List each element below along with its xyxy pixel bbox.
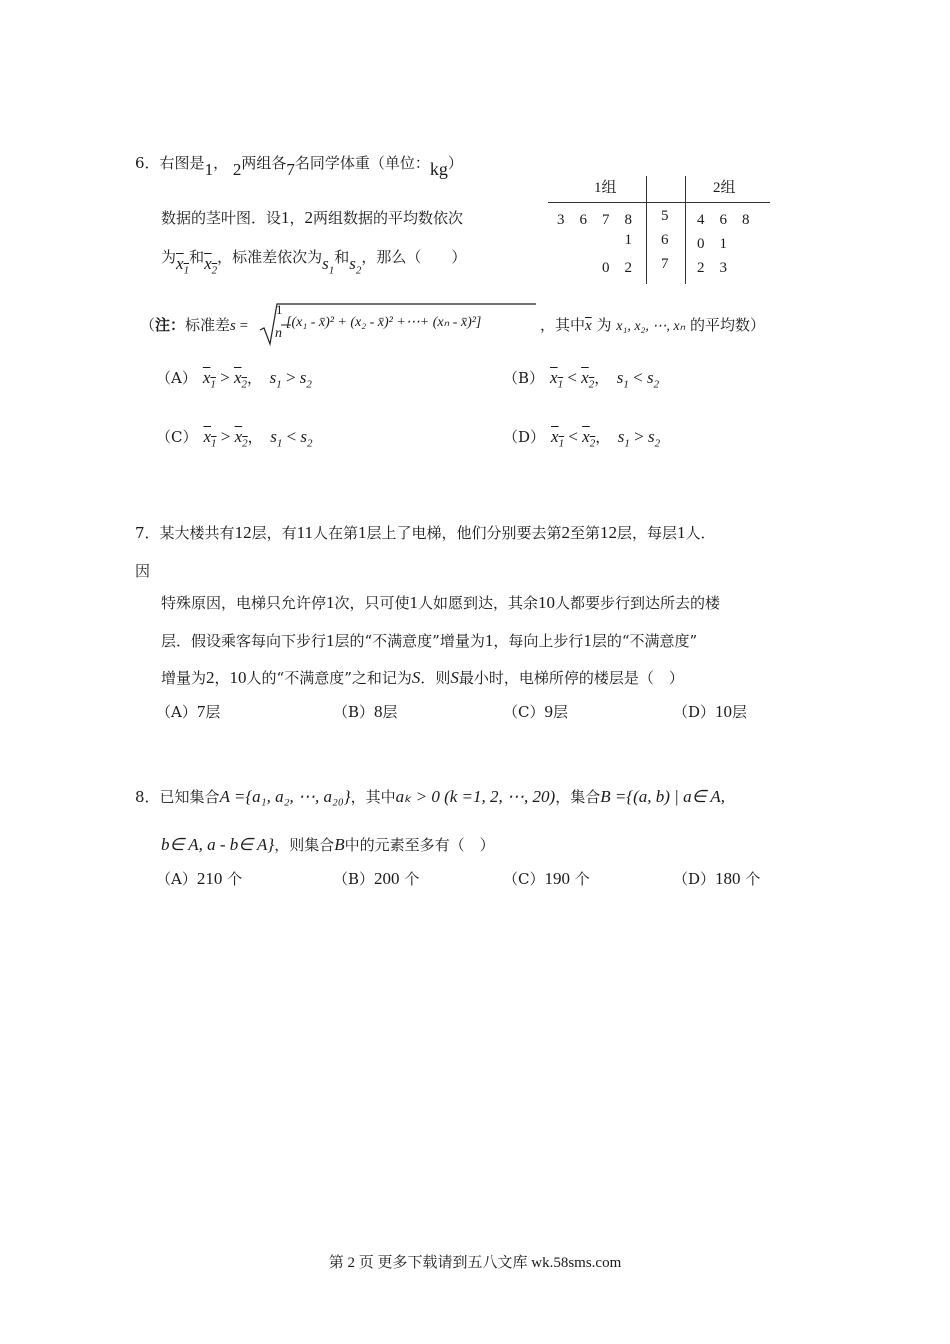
header-group1: 1组 — [594, 180, 617, 196]
q6-line1: 6．右图是1， 2两组各7名同学体重（单位：kg） — [135, 154, 463, 179]
q6-line3: 为$x_1$和$x_2$，标准差依次为$s_1$和$s_2$，那么（ ） — [161, 248, 467, 277]
fraction-numerator: 1 — [276, 302, 283, 317]
x1-bar: $x_1$ — [176, 254, 190, 277]
stem-row2: 6 — [661, 232, 669, 248]
stem-divider-left — [646, 176, 647, 284]
q7-line1: 7．某大楼共有12层，有11人在第1层上了电梯，他们分别要去第2至第12层，每层1人． — [135, 523, 716, 542]
q8-option-c[interactable]: （C）190 个 — [503, 869, 590, 888]
stem-divider-right — [685, 176, 686, 284]
q6-line2: 数据的茎叶图．设1，2两组数据的平均数依次 — [161, 208, 464, 227]
q8-option-a[interactable]: （A）210 个 — [156, 869, 243, 888]
leaf-left-row1: 3 6 7 8 — [556, 212, 632, 228]
leaf-left-row3: 0 2 — [601, 260, 632, 276]
q8-option-d[interactable]: （D）180 个 — [673, 869, 761, 888]
q7-line4: 增量为2，10人的“不满意度”之和记为S．则S最小时，电梯所停的楼层是（ ） — [161, 668, 684, 687]
q7-line1-wrap: 因 — [135, 562, 151, 580]
q7-option-b[interactable]: （B）8层 — [333, 702, 398, 721]
q6-note: （注：标准差s = — [140, 316, 249, 334]
leaf-right-row1: 4 6 8 — [697, 212, 750, 228]
leaf-left-row2: 1 — [624, 232, 632, 248]
q8-option-b[interactable]: （B）200 个 — [333, 869, 420, 888]
q6-note-tail: ，其中$\overline{x}$ 为 x₁, x₂, ⋯, xₙ 的平均数） — [540, 316, 765, 334]
q6-option-b[interactable]: （B） $x_1 < x_2$， $s_1 < s_2$ — [503, 368, 660, 391]
q6-option-d[interactable]: （D） $x_1 < x_2$， $s_1 > s_2$ — [503, 427, 661, 450]
fraction-denominator: n — [275, 326, 282, 341]
header-group2: 2组 — [713, 180, 736, 196]
q8-line2: b∈ A, a - b∈ A}，则集合B中的元素至多有（ ） — [161, 835, 495, 854]
stem-row1: 5 — [661, 208, 669, 224]
q6-option-c[interactable]: （C） $x_1 > x_2$， $s_1 < s_2$ — [156, 427, 313, 450]
page-footer: 第 2 页 更多下载请到五八文库 wk.58sms.com — [328, 1255, 622, 1271]
q7-option-a[interactable]: （A）7层 — [156, 702, 221, 721]
leaf-right-row2: 0 1 — [697, 236, 728, 252]
q7-line2: 特殊原因，电梯只允许停1次，只可使1人如愿到达，其余10人都要步行到达所去的楼 — [161, 593, 721, 612]
header-divider — [548, 202, 770, 203]
leaf-right-row3: 2 3 — [697, 260, 728, 276]
q8-line1: 8．已知集合A ={a₁, a₂, ⋯, a₂₀}，其中aₖ > 0 (k =1, 2, ⋯, 20)，集合B ={(a, b) | a∈ A, — [135, 787, 725, 806]
stem-row3: 7 — [661, 256, 669, 272]
std-dev-formula: [(x₁ - x̄)² + (x₂ - x̄)² +⋯+ (xₙ - x̄)²] — [286, 315, 482, 330]
q7-option-d[interactable]: （D）10层 — [673, 702, 748, 721]
stem-leaf-plot — [548, 172, 770, 284]
q7-line3: 层．假设乘客每向下步行1层的“不满意度”增量为1，每向上步行1层的“不满意度” — [161, 631, 698, 650]
q6-option-a[interactable]: （A） $x_1 > x_2$， $s_1 > s_2$ — [156, 368, 312, 391]
x2-bar: $x_2$ — [204, 254, 218, 277]
q7-option-c[interactable]: （C）9层 — [503, 702, 568, 721]
